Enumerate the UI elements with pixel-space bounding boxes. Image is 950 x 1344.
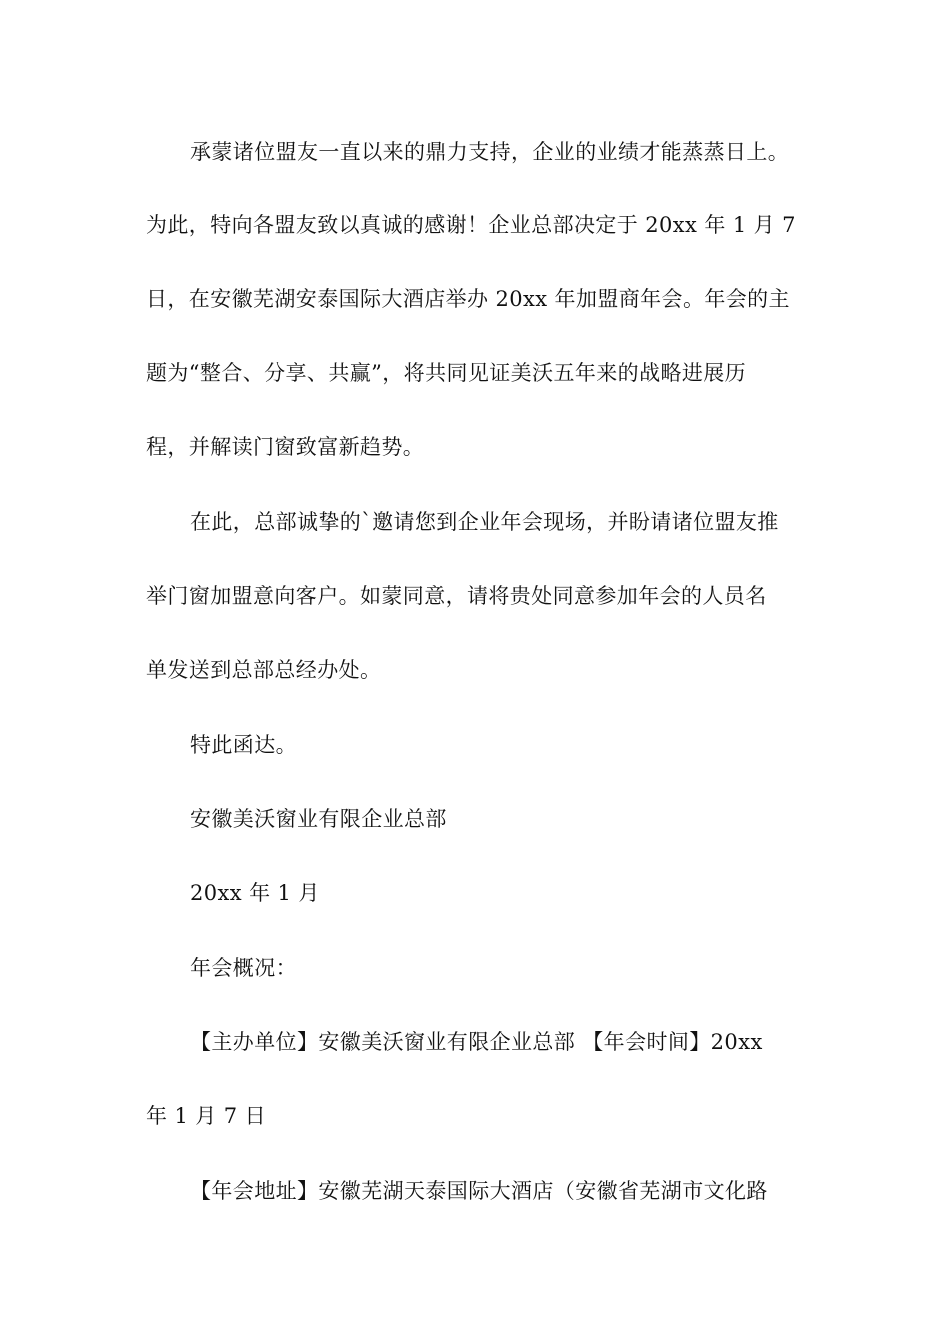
detail-line: 【主办单位】安徽美沃窗业有限企业总部 【年会时间】20xx: [190, 1030, 763, 1054]
paragraph-line: 在此，总部诚挚的`邀请您到企业年会现场，并盼请诸位盟友推: [190, 510, 779, 534]
detail-line: 【年会地址】安徽芜湖天泰国际大酒店（安徽省芜湖市文化路: [190, 1179, 768, 1203]
paragraph-line: 单发送到总部总经办处。: [146, 658, 382, 682]
paragraph-line: 题为“整合、分享、共赢”，将共同见证美沃五年来的战略进展历: [146, 361, 747, 385]
paragraph-line: 日，在安徽芜湖安泰国际大酒店举办 20xx 年加盟商年会。年会的主: [146, 287, 790, 311]
section-heading: 年会概况：: [190, 956, 297, 980]
date-line: 20xx 年 1 月: [190, 881, 320, 905]
signature-line: 安徽美沃窗业有限企业总部: [190, 807, 447, 831]
paragraph-line: 为此，特向各盟友致以真诚的感谢！企业总部决定于 20xx 年 1 月 7: [146, 213, 796, 237]
closing-line: 特此函达。: [190, 733, 297, 757]
detail-line: 年 1 月 7 日: [146, 1104, 267, 1128]
paragraph-line: 承蒙诸位盟友一直以来的鼎力支持，企业的业绩才能蒸蒸日上。: [190, 140, 790, 164]
paragraph-line: 举门窗加盟意向客户。如蒙同意，请将贵处同意参加年会的人员名: [146, 584, 767, 608]
paragraph-line: 程，并解读门窗致富新趋势。: [146, 435, 425, 459]
